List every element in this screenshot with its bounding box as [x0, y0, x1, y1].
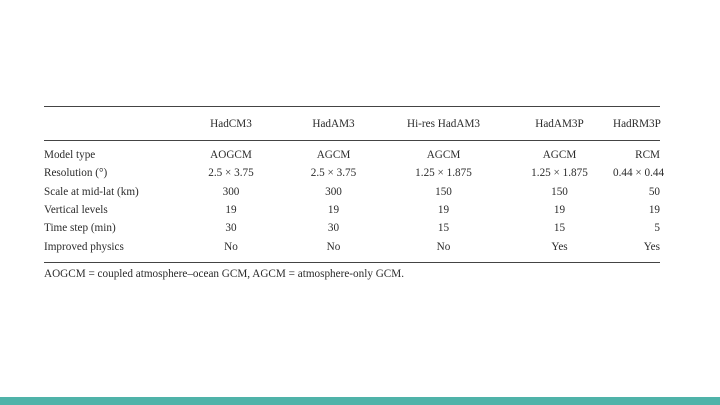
- table-cell: No: [224, 240, 238, 253]
- model-comparison-table: [44, 106, 665, 263]
- table-cell: AGCM: [426, 149, 461, 162]
- row-label: Resolution (°): [44, 167, 108, 180]
- row-label: Scale at mid-lat (km): [44, 185, 139, 198]
- table-cell: 2.5 × 3.75: [208, 167, 254, 180]
- data-table-body: [44, 141, 665, 256]
- table-cell: 19: [327, 204, 340, 217]
- table-cell: AGCM: [542, 149, 577, 162]
- table-bottom-rule: [44, 262, 660, 263]
- table-cell: 2.5 × 3.75: [310, 167, 357, 180]
- column-header-hadam3: HadAM3: [312, 117, 355, 130]
- table-cell: 5: [654, 222, 660, 235]
- table-cell: 300: [325, 185, 342, 198]
- table-cell: 1.25 × 1.875: [415, 167, 472, 180]
- column-header-hadcm3: HadCM3: [210, 117, 252, 130]
- table-cell: 30: [327, 222, 340, 235]
- table-cell: No: [326, 240, 341, 253]
- row-label: Vertical levels: [44, 204, 108, 217]
- table-cell: Yes: [643, 240, 660, 253]
- table-cell: Yes: [551, 240, 568, 253]
- table-cell: 150: [435, 185, 452, 198]
- table-row: [44, 164, 660, 182]
- table-row: [44, 201, 660, 219]
- column-header-label: [44, 107, 176, 140]
- row-label: Time step (min): [44, 222, 116, 235]
- table-cell: 15: [553, 222, 566, 235]
- row-label: Improved physics: [44, 240, 124, 253]
- table-cell: 19: [648, 204, 660, 217]
- table-footnote: AOGCM = coupled atmosphere–ocean GCM, AGCM = atmosphere-only GCM.: [44, 268, 405, 280]
- table-cell: 19: [437, 204, 450, 217]
- table-cell: 19: [553, 204, 566, 217]
- table-cell: 50: [648, 185, 660, 198]
- data-table: [44, 107, 660, 140]
- column-header-hadrm3p: HadRM3P: [613, 117, 661, 130]
- table-cell: 19: [225, 204, 237, 217]
- table-cell: AGCM: [316, 149, 351, 162]
- table-cell: 1.25 × 1.875: [531, 167, 588, 180]
- column-header-hadam3p: HadAM3P: [535, 117, 584, 130]
- table-cell: AOGCM: [210, 149, 252, 162]
- table-cell: 15: [437, 222, 450, 235]
- table-cell: RCM: [635, 149, 660, 162]
- table-row: [44, 237, 660, 255]
- table-row: [44, 183, 660, 201]
- table-cell: 0.44 × 0.44: [613, 167, 665, 180]
- table-cell: No: [436, 240, 451, 253]
- table-cell: 150: [551, 185, 568, 198]
- table-row: [44, 219, 660, 237]
- table-header-row: [44, 107, 660, 140]
- row-label: Model type: [44, 149, 96, 162]
- table-cell: 30: [225, 222, 237, 235]
- column-header-hires-hadam3: Hi-res HadAM3: [406, 117, 480, 130]
- accent-bar: [0, 397, 720, 405]
- table-cell: 300: [222, 185, 240, 198]
- table-row: [44, 141, 660, 164]
